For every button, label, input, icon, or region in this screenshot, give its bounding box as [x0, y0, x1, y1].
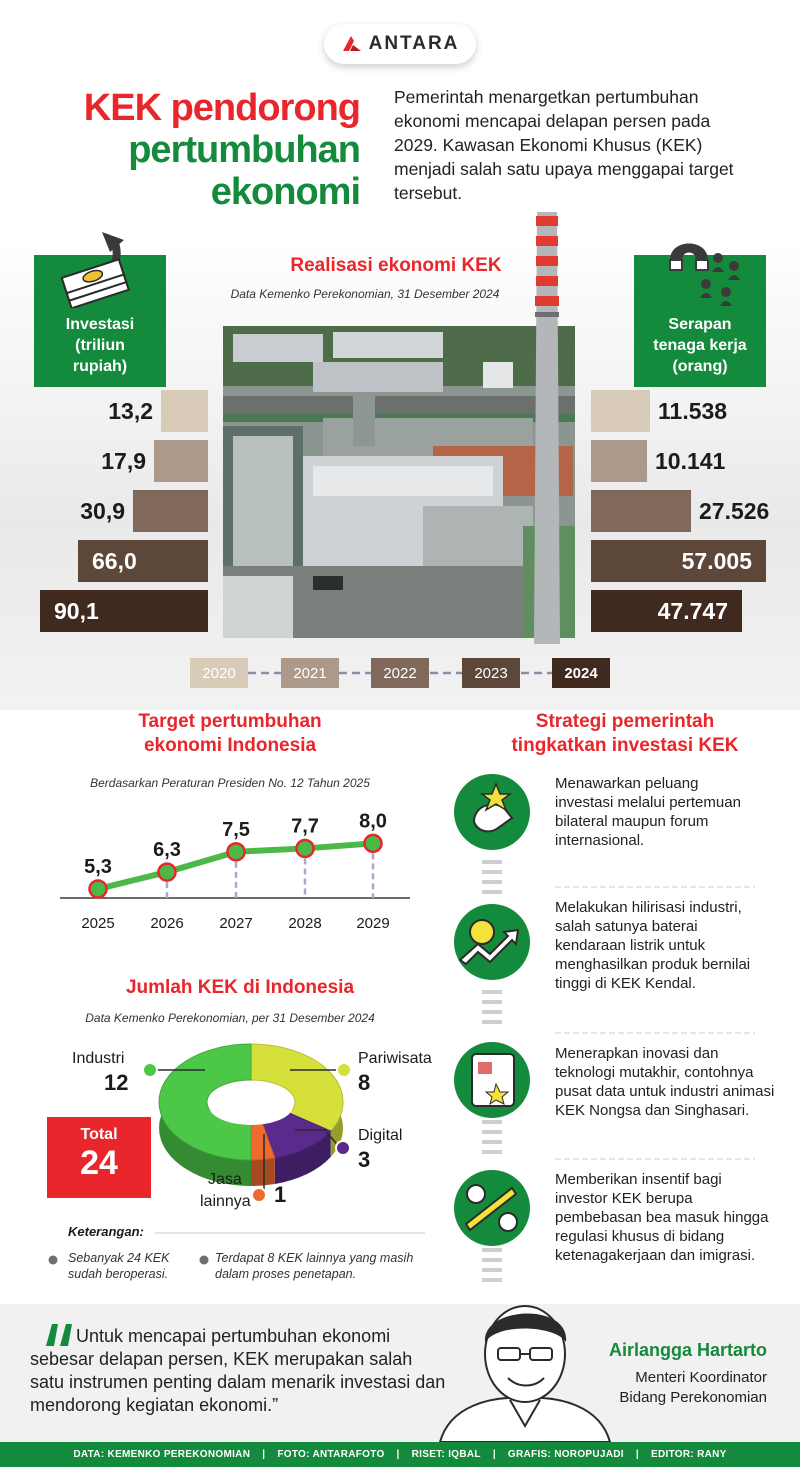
intro-paragraph: Pemerintah menargetkan pertumbuhan ekonomi mencapai delapan persen pada 2029. Kawasan Ekonomi Khusus (KEK) menjadi salah satu upaya menggapai target tersebut. — [394, 87, 734, 203]
tenaga-bar — [591, 490, 691, 532]
note-bullet-2 — [199, 1255, 209, 1265]
target-source: Berdasarkan Peraturan Presiden No. 12 Tahun 2025 — [90, 776, 370, 790]
money-stack-icon — [58, 228, 138, 308]
pariwisata-label: Pariwisata — [358, 1050, 432, 1067]
tenaga-value: 11.538 — [658, 398, 728, 424]
year-box-2022 — [371, 658, 429, 688]
data-point — [159, 864, 176, 881]
target-title-line-2: ekonomi Indonesia — [143, 735, 317, 756]
strategy-item-text-3: Menerapkan inovasi dan teknologi mutakhir, contohnya pusat data untuk industri animasi KEK Nongsa dan Singhasari. — [555, 1045, 775, 1119]
title-line-2: pertumbuhan — [128, 129, 360, 171]
credit-separator: | — [262, 1449, 266, 1460]
data-point — [365, 835, 382, 852]
tenaga-bar — [591, 390, 650, 432]
realisasi-source: Data Kemenko Perekonomian, 31 Desember 2024 — [230, 287, 500, 301]
digital-dot — [336, 1141, 350, 1155]
speaker-role-line-2: Bidang Perekonomian — [619, 1389, 767, 1406]
handshake-star-icon — [452, 772, 532, 852]
speaker-name: Airlangga Hartarto — [608, 1340, 767, 1360]
data-point — [297, 840, 314, 857]
note-bullet-1 — [48, 1255, 58, 1265]
credit-riset: RISET: IQBAL — [411, 1449, 481, 1460]
target-title — [80, 710, 380, 758]
tenaga-label: Serapan tenaga kerja (orang) — [653, 316, 747, 375]
percent-discount-icon — [452, 1168, 532, 1248]
chimney-photo-element — [533, 212, 561, 644]
credits-footer — [0, 1442, 800, 1467]
jasa-label-line-2: lainnya — [200, 1193, 251, 1210]
kek-source: Data Kemenko Perekonomian, per 31 Desember 2024 — [85, 1011, 375, 1025]
strategy-divider-2 — [555, 1032, 755, 1034]
investasi-bar — [154, 440, 208, 482]
data-label: 8,0 — [359, 810, 387, 833]
strategy-divider-3 — [555, 1158, 755, 1160]
x-tick-label: 2026 — [150, 915, 184, 932]
industri-label: Industri — [72, 1050, 125, 1067]
speaker-role — [560, 1368, 767, 1408]
year-label: 2024 — [564, 664, 598, 682]
donut-slice-side — [251, 1158, 275, 1186]
magnet-people-icon — [660, 230, 750, 310]
keterangan-divider — [155, 1232, 425, 1234]
strategy-item-text-4: Memberikan insentif bagi investor KEK berupa pembebasan bea masuk hingga regulasi khusus di bidang ketenagakerjaan dan imigrasi. — [555, 1171, 769, 1264]
investasi-value: 17,9 — [101, 448, 146, 474]
total-label: Total — [80, 1126, 118, 1143]
credit-foto: FOTO: ANTARAFOTO — [277, 1449, 385, 1460]
investasi-bar — [133, 490, 208, 532]
year-label: 2022 — [383, 664, 417, 682]
jasa-value: 1 — [274, 1182, 287, 1207]
tenaga-value: 47.747 — [657, 598, 728, 624]
strategy-title — [470, 710, 780, 758]
tenaga-value: 27.526 — [699, 498, 770, 524]
data-point — [228, 843, 245, 860]
note-1: Sebanyak 24 KEK sudah beroperasi. — [68, 1251, 170, 1281]
total-value: 24 — [80, 1144, 118, 1182]
credit-editor: EDITOR: RANY — [651, 1449, 727, 1460]
year-box-2020 — [190, 658, 248, 688]
speaker-role-line-1: Menteri Koordinator — [635, 1369, 767, 1386]
year-box-2021 — [281, 658, 339, 688]
data-label: 7,7 — [291, 815, 319, 838]
target-line-chart — [60, 800, 410, 940]
strategy-item-text-2: Melakukan hilirisasi industri, salah satunya baterai kendaraan listrik untuk menghasilkan produk bernilai tinggi di KEK Kendal. — [555, 899, 751, 992]
credit-separator: | — [396, 1449, 400, 1460]
chart-arrow-icon — [452, 902, 532, 982]
investasi-value: 30,9 — [80, 498, 125, 524]
title-line-3: ekonomi — [210, 171, 360, 213]
investasi-value: 90,1 — [54, 598, 99, 624]
note-2: Terdapat 8 KEK lainnya yang masih dalam proses penetapan. — [215, 1251, 414, 1281]
data-label: 6,3 — [153, 839, 181, 862]
kek-title: Jumlah KEK di Indonesia — [125, 977, 355, 998]
digital-value: 3 — [358, 1147, 371, 1172]
title-line-1: KEK pendorong — [83, 87, 360, 129]
x-tick-label: 2027 — [219, 915, 253, 932]
strategy-divider-1 — [555, 886, 755, 888]
tenaga-value: 57.005 — [681, 548, 752, 574]
investasi-value: 13,2 — [108, 398, 153, 424]
industri-dot — [143, 1063, 157, 1077]
tenaga-value: 10.141 — [655, 448, 726, 474]
factory-aerial-photo — [223, 326, 575, 638]
investasi-label: Investasi (triliun rupiah) — [65, 316, 135, 375]
quote-body: Untuk mencapai pertumbuhan ekonomi sebesar delapan persen, KEK merupakan salah satu instrumen penting dalam menarik investasi dan mendorong kegiatan ekonomi.” — [30, 1326, 446, 1415]
credit-separator: | — [635, 1449, 639, 1460]
year-box-2023 — [462, 658, 520, 688]
year-timeline — [190, 658, 610, 688]
investasi-bar — [161, 390, 208, 432]
strategy-title-line-2: tingkatkan investasi KEK — [511, 735, 739, 756]
data-point — [90, 880, 107, 897]
data-label: 5,3 — [84, 855, 112, 878]
quote-text — [30, 1325, 450, 1417]
year-label: 2023 — [474, 664, 508, 682]
investasi-value: 66,0 — [92, 548, 137, 574]
strategy-item-text-1: Menawarkan peluang investasi melalui pertemuan bilateral maupun forum internasional. — [555, 775, 741, 849]
credit-grafis: GRAFIS: NOROPUJADI — [507, 1449, 624, 1460]
industri-value: 12 — [104, 1070, 129, 1095]
x-tick-label: 2025 — [81, 915, 115, 932]
donut-hole — [209, 1087, 293, 1125]
target-title-line-1: Target pertumbuhan — [138, 711, 322, 732]
antara-logo-text: ANTARA — [368, 33, 460, 54]
jasa-dot — [252, 1188, 266, 1202]
strategy-title-line-1: Strategi pemerintah — [535, 711, 715, 732]
year-label: 2021 — [293, 664, 327, 682]
tenaga-bar — [591, 440, 647, 482]
total-box — [47, 1117, 151, 1198]
year-label: 2020 — [202, 664, 236, 682]
digital-label: Digital — [358, 1127, 403, 1144]
credit-data: DATA: KEMENKO PEREKONOMIAN — [73, 1449, 251, 1460]
x-tick-label: 2029 — [356, 915, 390, 932]
jasa-label-line-1: Jasa — [208, 1171, 242, 1188]
realisasi-title: Realisasi ekonomi KEK — [290, 255, 502, 276]
animation-tablet-icon — [452, 1040, 532, 1120]
antara-logo — [324, 24, 476, 64]
credit-separator: | — [492, 1449, 496, 1460]
pariwisata-value: 8 — [358, 1070, 371, 1095]
data-label: 7,5 — [222, 818, 250, 841]
year-box-2024 — [552, 658, 610, 688]
keterangan-label: Keterangan: — [68, 1224, 144, 1239]
x-tick-label: 2028 — [288, 915, 322, 932]
antara-logo-icon — [341, 33, 363, 55]
pariwisata-dot — [337, 1063, 351, 1077]
